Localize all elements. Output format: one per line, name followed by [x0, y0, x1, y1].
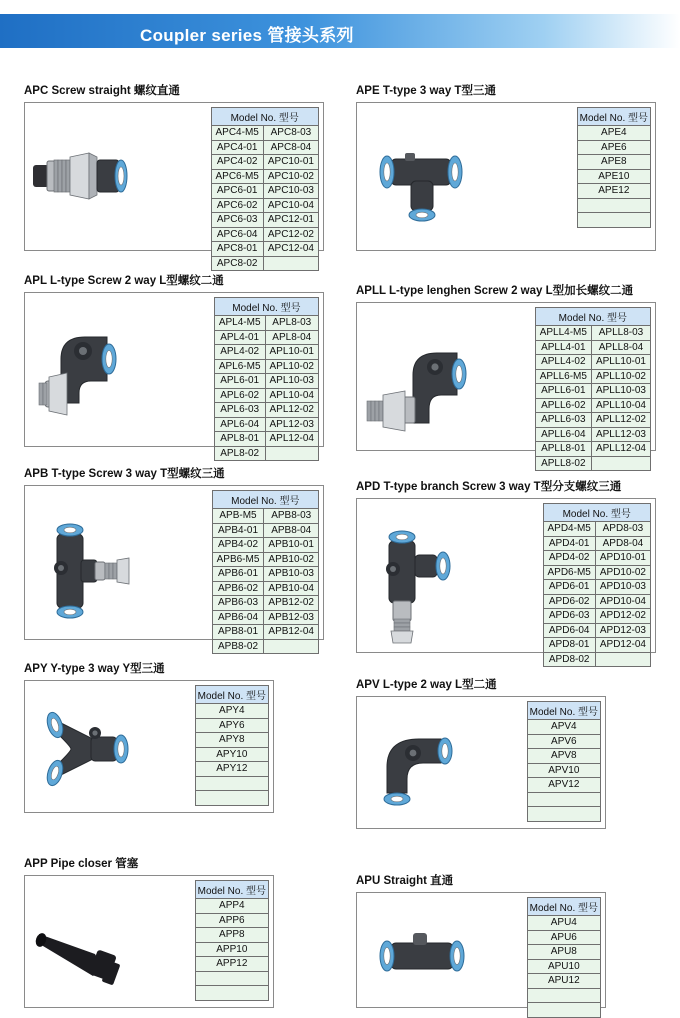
block-heading: APU Straight 直通 — [356, 875, 454, 887]
model-cell: APD4-01 — [543, 536, 595, 551]
table-row — [535, 427, 650, 442]
model-table-header: Model No. 型号 — [195, 686, 268, 704]
model-cell: APV10 — [527, 763, 600, 778]
model-cell: APL12-02 — [265, 403, 318, 418]
product-block-apb — [24, 465, 324, 652]
fitting-illustration-app — [25, 876, 160, 1007]
model-cell: APLL10-03 — [591, 384, 650, 399]
table-row — [535, 369, 650, 384]
model-cell: APD10-02 — [595, 565, 650, 580]
model-cell: APD10-04 — [595, 594, 650, 609]
table-row — [543, 594, 651, 609]
table-row — [577, 140, 650, 155]
table-row — [527, 778, 600, 793]
model-cell: APB6-M5 — [212, 552, 264, 567]
model-table-body — [577, 126, 650, 228]
model-cell: APB8-01 — [212, 625, 264, 640]
model-cell: APL4-02 — [214, 345, 265, 360]
model-table-header: Model No. 型号 — [214, 298, 318, 316]
model-cell: APD10-01 — [595, 551, 650, 566]
model-cell: APP6 — [195, 913, 268, 928]
model-cell: APC6-04 — [211, 227, 263, 242]
model-cell: APL8-01 — [214, 432, 265, 447]
model-cell: APY12 — [195, 762, 268, 777]
table-row — [211, 155, 319, 170]
model-cell: APD8-04 — [595, 536, 650, 551]
model-table-body — [212, 509, 318, 654]
model-cell: APD6-03 — [543, 609, 595, 624]
table-row — [543, 623, 651, 638]
model-cell: APL10-03 — [265, 374, 318, 389]
model-cell — [195, 986, 268, 1001]
table-row — [212, 552, 318, 567]
model-cell: APB10-04 — [264, 581, 319, 596]
model-cell: APP10 — [195, 942, 268, 957]
model-cell: APC8-03 — [263, 126, 318, 141]
model-cell: APC6-03 — [211, 213, 263, 228]
model-cell: APLL6-M5 — [535, 369, 591, 384]
table-row — [527, 720, 600, 735]
table-row — [214, 345, 318, 360]
table-row — [543, 638, 651, 653]
product-block-apv — [356, 676, 606, 829]
model-cell: APD10-03 — [595, 580, 650, 595]
model-table-body — [195, 704, 268, 806]
table-row — [212, 567, 318, 582]
model-cell: APD12-03 — [595, 623, 650, 638]
model-cell: APLL4-M5 — [535, 326, 591, 341]
table-row — [195, 942, 268, 957]
table-row — [543, 551, 651, 566]
model-cell: APD8-01 — [543, 638, 595, 653]
table-row — [211, 213, 319, 228]
model-cell: APV12 — [527, 778, 600, 793]
table-row — [577, 184, 650, 199]
model-cell: APLL12-03 — [591, 427, 650, 442]
model-table-apll — [535, 307, 651, 471]
product-block-apu — [356, 872, 606, 1008]
model-table-wrap-apll — [487, 303, 655, 469]
table-row — [543, 652, 651, 667]
model-cell: APLL10-01 — [591, 355, 650, 370]
table-row — [211, 184, 319, 199]
table-row — [527, 749, 600, 764]
model-cell: APLL4-01 — [535, 340, 591, 355]
table-row — [212, 509, 318, 524]
block-heading: APV L-type 2 way L型二通 — [356, 679, 497, 691]
model-table-wrap-ape — [497, 103, 655, 250]
model-cell: APB10-03 — [264, 567, 319, 582]
table-row — [214, 330, 318, 345]
table-row — [195, 913, 268, 928]
model-cell: APC12-01 — [263, 213, 318, 228]
table-row — [527, 734, 600, 749]
model-cell: APC12-04 — [263, 242, 318, 257]
model-cell: APD12-02 — [595, 609, 650, 624]
model-cell: APU8 — [527, 945, 600, 960]
model-cell: APLL6-01 — [535, 384, 591, 399]
table-row — [535, 355, 650, 370]
model-cell: APE12 — [577, 184, 650, 199]
model-cell — [595, 652, 650, 667]
model-cell: APC10-03 — [263, 184, 318, 199]
model-cell: APLL6-04 — [535, 427, 591, 442]
product-block-apd — [356, 478, 656, 665]
model-table-body — [211, 126, 319, 271]
table-row — [214, 403, 318, 418]
table-row — [543, 609, 651, 624]
model-table-apb — [212, 490, 319, 654]
table-row — [212, 523, 318, 538]
model-cell: APL6-04 — [214, 417, 265, 432]
model-table-body — [214, 316, 318, 461]
block-heading: APY Y-type 3 way Y型三通 — [24, 663, 165, 675]
fitting-illustration-apd — [357, 499, 487, 652]
block-heading: APP Pipe closer 管塞 — [24, 858, 139, 870]
table-row — [527, 807, 600, 822]
block-heading: APD T-type branch Screw 3 way T型分支螺纹三通 — [356, 481, 622, 493]
model-cell: APC6-M5 — [211, 169, 263, 184]
model-cell: APE4 — [577, 126, 650, 141]
table-row — [211, 140, 319, 155]
table-row — [195, 733, 268, 748]
model-table-header: Model No. 型号 — [527, 898, 600, 916]
table-row — [527, 945, 600, 960]
table-row — [212, 538, 318, 553]
table-row — [535, 326, 650, 341]
model-table-body — [527, 916, 600, 1018]
table-row — [195, 762, 268, 777]
model-cell: APL8-04 — [265, 330, 318, 345]
model-table-body — [543, 522, 651, 667]
table-row — [195, 704, 268, 719]
model-cell: APLL10-02 — [591, 369, 650, 384]
table-row — [535, 340, 650, 355]
table-row — [577, 126, 650, 141]
model-cell: APB6-03 — [212, 596, 264, 611]
model-table-wrap-apd — [487, 499, 655, 665]
page-title: Coupler series 管接头系列 — [140, 26, 354, 45]
model-cell — [527, 988, 600, 1003]
table-row — [195, 791, 268, 806]
model-cell: APLL12-02 — [591, 413, 650, 428]
table-row — [195, 986, 268, 1001]
model-cell: APL8-03 — [265, 316, 318, 331]
model-table-apu — [527, 897, 601, 1018]
model-cell: APD6-01 — [543, 580, 595, 595]
model-cell: APE6 — [577, 140, 650, 155]
model-table-header: Model No. 型号 — [535, 308, 650, 326]
model-table-body — [195, 899, 268, 1001]
model-cell: APE10 — [577, 169, 650, 184]
model-cell: APL10-04 — [265, 388, 318, 403]
model-cell: APU12 — [527, 974, 600, 989]
model-table-apl — [214, 297, 319, 461]
model-cell: APB8-02 — [212, 639, 264, 654]
model-cell: APL4-M5 — [214, 316, 265, 331]
table-row — [527, 974, 600, 989]
model-cell: APC10-01 — [263, 155, 318, 170]
model-cell — [577, 198, 650, 213]
model-table-wrap-apc — [145, 103, 323, 269]
model-cell: APY8 — [195, 733, 268, 748]
model-cell: APD8-03 — [595, 522, 650, 537]
model-cell: APC4-01 — [211, 140, 263, 155]
table-row — [535, 398, 650, 413]
model-cell: APY4 — [195, 704, 268, 719]
model-cell: APU10 — [527, 959, 600, 974]
table-row — [543, 522, 651, 537]
table-row — [535, 456, 650, 471]
model-cell: APL10-01 — [265, 345, 318, 360]
model-cell: APC8-04 — [263, 140, 318, 155]
model-cell: APC4-02 — [211, 155, 263, 170]
table-row — [214, 316, 318, 331]
model-table-app — [195, 880, 269, 1001]
table-row — [577, 155, 650, 170]
fitting-illustration-apb — [25, 486, 145, 639]
model-cell: APD6-M5 — [543, 565, 595, 580]
model-table-header: Model No. 型号 — [527, 702, 600, 720]
block-heading: APC Screw straight 螺纹直通 — [24, 85, 180, 97]
model-cell: APL6-02 — [214, 388, 265, 403]
table-row — [214, 388, 318, 403]
model-cell: APB8-04 — [264, 523, 319, 538]
table-row — [195, 928, 268, 943]
table-row — [195, 718, 268, 733]
table-row — [527, 763, 600, 778]
fitting-illustration-apu — [357, 893, 492, 1007]
table-row — [535, 413, 650, 428]
model-table-wrap-apv — [492, 697, 605, 828]
model-cell: APLL4-02 — [535, 355, 591, 370]
model-cell: APC10-02 — [263, 169, 318, 184]
table-row — [195, 899, 268, 914]
table-row — [195, 971, 268, 986]
model-cell: APLL6-02 — [535, 398, 591, 413]
model-cell: APLL8-01 — [535, 442, 591, 457]
table-row — [212, 596, 318, 611]
model-table-header: Model No. 型号 — [543, 504, 651, 522]
model-cell: APD8-02 — [543, 652, 595, 667]
table-row — [214, 446, 318, 461]
model-cell: APU6 — [527, 930, 600, 945]
table-row — [211, 126, 319, 141]
fitting-illustration-ape — [357, 103, 497, 250]
model-cell: APV6 — [527, 734, 600, 749]
model-cell: APD6-02 — [543, 594, 595, 609]
table-row — [212, 625, 318, 640]
model-cell: APD6-04 — [543, 623, 595, 638]
table-row — [195, 747, 268, 762]
model-cell: APU4 — [527, 916, 600, 931]
model-table-apv — [527, 701, 601, 822]
product-block-app — [24, 855, 274, 1008]
table-row — [211, 169, 319, 184]
product-block-apc — [24, 82, 324, 269]
table-row — [577, 213, 650, 228]
model-cell: APB10-02 — [264, 552, 319, 567]
product-block-apy — [24, 660, 274, 813]
model-cell: APLL8-04 — [591, 340, 650, 355]
model-cell: APC8-02 — [211, 256, 263, 271]
model-cell — [577, 213, 650, 228]
model-cell: APP12 — [195, 957, 268, 972]
table-row — [211, 227, 319, 242]
model-cell: APB-M5 — [212, 509, 264, 524]
table-row — [535, 442, 650, 457]
model-cell — [195, 971, 268, 986]
product-block-apll — [356, 282, 656, 469]
model-table-apc — [211, 107, 320, 271]
model-cell: APL12-03 — [265, 417, 318, 432]
table-row — [527, 930, 600, 945]
model-cell: APL4-01 — [214, 330, 265, 345]
model-cell: APV4 — [527, 720, 600, 735]
model-cell: APB6-04 — [212, 610, 264, 625]
table-row — [577, 198, 650, 213]
model-cell: APP4 — [195, 899, 268, 914]
table-row — [527, 916, 600, 931]
model-cell: APD12-04 — [595, 638, 650, 653]
model-cell: APL8-02 — [214, 446, 265, 461]
model-table-header: Model No. 型号 — [211, 108, 319, 126]
model-cell: APC6-01 — [211, 184, 263, 199]
model-cell: APD4-02 — [543, 551, 595, 566]
model-cell: APY6 — [195, 718, 268, 733]
model-cell: APLL12-04 — [591, 442, 650, 457]
product-block-apl — [24, 272, 324, 459]
model-cell: APL12-04 — [265, 432, 318, 447]
table-row — [527, 988, 600, 1003]
table-row — [214, 374, 318, 389]
model-cell: APB6-01 — [212, 567, 264, 582]
table-row — [535, 384, 650, 399]
model-cell: APL6-M5 — [214, 359, 265, 374]
model-cell: APLL6-03 — [535, 413, 591, 428]
table-row — [577, 169, 650, 184]
model-table-body — [535, 326, 650, 471]
model-cell: APB4-01 — [212, 523, 264, 538]
table-row — [211, 242, 319, 257]
model-cell: APLL8-03 — [591, 326, 650, 341]
page-header — [0, 14, 680, 48]
model-cell: APLL10-04 — [591, 398, 650, 413]
fitting-illustration-apv — [357, 697, 492, 828]
model-cell: APY10 — [195, 747, 268, 762]
model-cell — [527, 792, 600, 807]
model-table-apd — [543, 503, 652, 667]
table-row — [543, 565, 651, 580]
fitting-illustration-apy — [25, 681, 160, 812]
model-table-header: Model No. 型号 — [195, 881, 268, 899]
model-cell: APB12-04 — [264, 625, 319, 640]
model-table-apy — [195, 685, 269, 806]
model-cell: APB4-02 — [212, 538, 264, 553]
model-cell: APC12-02 — [263, 227, 318, 242]
model-cell: APP8 — [195, 928, 268, 943]
block-heading: APL L-type Screw 2 way L型螺纹二通 — [24, 275, 224, 287]
table-row — [212, 639, 318, 654]
table-row — [543, 580, 651, 595]
model-cell: APC6-02 — [211, 198, 263, 213]
fitting-illustration-apl — [25, 293, 145, 446]
model-cell: APB12-03 — [264, 610, 319, 625]
table-row — [212, 610, 318, 625]
model-table-wrap-app — [160, 876, 273, 1007]
model-cell: APC10-04 — [263, 198, 318, 213]
model-cell — [591, 456, 650, 471]
model-cell: APL6-01 — [214, 374, 265, 389]
model-table-wrap-apu — [492, 893, 605, 1007]
model-table-ape — [577, 107, 651, 228]
model-table-header: Model No. 型号 — [212, 491, 318, 509]
model-cell: APC8-01 — [211, 242, 263, 257]
model-cell: APB8-03 — [264, 509, 319, 524]
model-cell — [527, 807, 600, 822]
model-cell — [264, 639, 319, 654]
model-cell — [195, 776, 268, 791]
block-heading: APE T-type 3 way T型三通 — [356, 85, 496, 97]
model-cell — [195, 791, 268, 806]
table-row — [214, 432, 318, 447]
block-heading: APLL L-type lenghen Screw 2 way L型加长螺纹二通 — [356, 285, 634, 297]
model-table-wrap-apb — [145, 486, 323, 652]
model-cell — [265, 446, 318, 461]
model-cell: APB12-02 — [264, 596, 319, 611]
table-row — [543, 536, 651, 551]
table-row — [211, 256, 319, 271]
table-row — [214, 417, 318, 432]
model-cell: APE8 — [577, 155, 650, 170]
model-table-body — [527, 720, 600, 822]
model-cell — [263, 256, 318, 271]
model-table-wrap-apy — [160, 681, 273, 812]
model-cell: APL6-03 — [214, 403, 265, 418]
model-table-header: Model No. 型号 — [577, 108, 650, 126]
table-row — [527, 792, 600, 807]
model-cell: APB10-01 — [264, 538, 319, 553]
model-cell: APLL8-02 — [535, 456, 591, 471]
model-cell: APL10-02 — [265, 359, 318, 374]
table-row — [527, 959, 600, 974]
model-table-wrap-apl — [145, 293, 323, 459]
product-block-ape — [356, 82, 656, 251]
model-cell: APD4-M5 — [543, 522, 595, 537]
model-cell: APB6-02 — [212, 581, 264, 596]
table-row — [195, 957, 268, 972]
block-heading: APB T-type Screw 3 way T型螺纹三通 — [24, 468, 225, 480]
table-row — [211, 198, 319, 213]
fitting-illustration-apll — [357, 303, 487, 450]
table-row — [212, 581, 318, 596]
table-row — [214, 359, 318, 374]
model-cell: APV8 — [527, 749, 600, 764]
table-row — [195, 776, 268, 791]
model-cell: APC4-M5 — [211, 126, 263, 141]
fitting-illustration-apc — [25, 103, 145, 250]
